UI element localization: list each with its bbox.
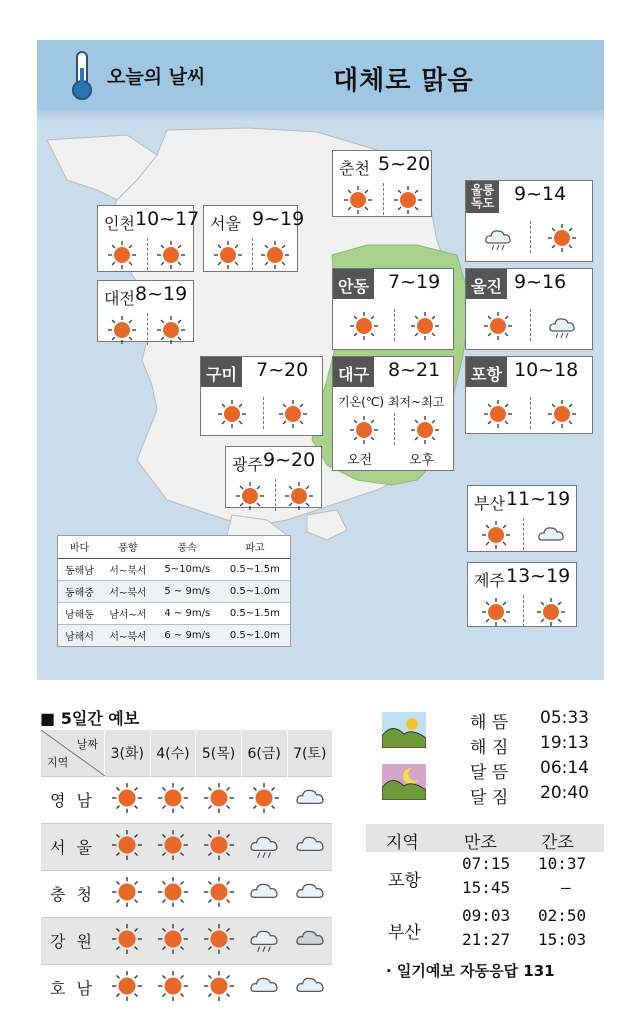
tide-high-time: 15:45 — [462, 878, 511, 897]
city-name: 인천 — [104, 214, 135, 233]
tide-high-time: 21:27 — [462, 930, 511, 949]
forecast-row — [41, 917, 333, 964]
sea-cell: 0.5~1.5m — [229, 563, 280, 575]
city-card-5 — [332, 268, 454, 350]
corner-date-label: 날짜 — [76, 738, 98, 751]
sea-row — [58, 580, 290, 602]
title-overall-condition: 대체로 맑음 — [333, 66, 474, 96]
sun-moon-time: 19:13 — [540, 733, 589, 753]
rain-cloud-icon — [547, 311, 577, 341]
city-name: 서울 — [210, 214, 241, 233]
city-card-4 — [97, 280, 194, 342]
sun-icon — [105, 964, 151, 1011]
sun-moon-label: 해 뜸 — [470, 713, 509, 733]
grey-cloud-icon — [287, 917, 332, 964]
city-temp-range: 9~16 — [514, 271, 567, 293]
sea-cell: 남서~서 — [101, 602, 155, 624]
city-card-7 — [200, 356, 323, 436]
forecast-day-header: 4(수) — [150, 730, 196, 776]
forecast-corner — [41, 730, 105, 776]
forecast-region: 영 남 — [41, 776, 105, 823]
tide-header — [366, 824, 604, 852]
rain-cloud-icon — [241, 823, 287, 870]
weather-map — [37, 40, 604, 680]
sea-cell: 남해동 — [58, 602, 101, 624]
sea-row — [58, 602, 290, 624]
city-temp-range: 7~20 — [256, 359, 309, 381]
sun-icon — [150, 823, 196, 870]
sun-icon — [483, 399, 513, 429]
tide-header-high: 만조 — [464, 833, 497, 853]
sun-icon — [483, 311, 513, 341]
sun-moon-time: 06:14 — [540, 758, 589, 778]
sun-moon-time: 20:40 — [540, 783, 589, 803]
forecast-day-header: 6(금) — [241, 730, 287, 776]
city-card-10 — [225, 446, 322, 508]
cloud-icon — [287, 964, 332, 1011]
sea-cell: 5 ~ 9m/s — [155, 580, 220, 602]
am-pm-divider — [530, 309, 531, 341]
am-pm-divider — [275, 479, 276, 511]
cloud-icon — [287, 823, 332, 870]
title-today-weather: 오늘의 날씨 — [107, 66, 206, 88]
sun-icon — [410, 311, 440, 341]
forecast-region: 호 남 — [41, 964, 105, 1011]
city-name: 제주 — [474, 571, 505, 590]
sun-icon — [105, 870, 151, 917]
am-pm-divider — [523, 518, 524, 550]
city-name-tag: 포항 — [466, 357, 507, 387]
sun-icon — [343, 185, 373, 215]
am-pm-divider — [523, 595, 524, 627]
sea-cell: 동해중 — [58, 580, 101, 602]
sun-icon — [536, 597, 566, 627]
sun-icon — [217, 399, 247, 429]
sun-icon — [107, 240, 137, 270]
sun-icon — [260, 240, 290, 270]
forecast-row — [41, 964, 333, 1011]
sun-icon — [196, 917, 242, 964]
sun-icon — [196, 823, 242, 870]
moonrise-icon — [382, 764, 426, 804]
am-pm-divider — [147, 238, 148, 270]
am-pm-divider — [530, 221, 531, 253]
city-temp-range: 10~17 — [135, 208, 200, 230]
thermometer-icon — [67, 50, 97, 106]
legend-temp-label: 기온(℃) 최저~최고 — [338, 395, 445, 409]
rain-cloud-icon — [483, 223, 513, 253]
sun-icon — [105, 823, 151, 870]
sun-moon-label: 해 짐 — [470, 738, 509, 758]
sun-icon — [156, 315, 186, 345]
sea-cell: 0.5~1.0m — [220, 580, 290, 602]
am-pm-divider — [263, 397, 264, 429]
city-card-12 — [467, 562, 577, 627]
sun-icon — [150, 964, 196, 1011]
sea-header-cell: 바다 — [58, 536, 101, 558]
sun-icon — [105, 776, 151, 823]
tide-low-time: 02:50 — [538, 906, 587, 925]
city-temp-range: 10~18 — [514, 359, 579, 381]
city-name-tag: 구미 — [201, 357, 242, 387]
city-temp-range: 9~14 — [514, 183, 567, 205]
cloud-icon — [241, 964, 287, 1011]
sun-icon — [196, 870, 242, 917]
city-card-8 — [332, 356, 454, 471]
am-pm-divider — [394, 413, 395, 445]
city-name-tag — [466, 181, 499, 213]
city-card-3 — [465, 180, 593, 262]
sun-icon — [235, 481, 265, 511]
am-pm-divider — [530, 397, 531, 429]
tide-header-low: 간조 — [541, 833, 574, 853]
city-name-tag: 안동 — [333, 269, 374, 299]
sun-icon — [196, 776, 242, 823]
sea-header-cell: 풍속 — [155, 536, 220, 558]
sunrise-icon — [382, 712, 426, 752]
forecast-day-header: 7(토) — [287, 730, 332, 776]
sea-cell: 0.5~1.0m — [220, 624, 290, 646]
cloud-icon — [241, 870, 287, 917]
forecast-day-header: 3(화) — [105, 730, 151, 776]
city-temp-range: 13~19 — [506, 565, 571, 587]
legend-pm: 오후 — [409, 453, 435, 468]
sun-icon — [481, 597, 511, 627]
legend-am: 오전 — [347, 453, 373, 468]
city-name: 대전 — [104, 289, 135, 308]
sun-moon-label: 달 짐 — [470, 788, 509, 808]
city-card-6 — [465, 268, 593, 350]
forecast-region: 강 원 — [41, 917, 105, 964]
sea-cell: 6 ~ 9m/s — [155, 624, 220, 646]
city-name-bottom: 독도 — [471, 196, 495, 210]
am-pm-divider — [147, 313, 148, 345]
corner-region-label: 지역 — [47, 755, 69, 769]
tide-region: 포항 — [388, 871, 421, 891]
sea-cell: 5~10m/s — [164, 563, 211, 575]
sun-icon — [213, 240, 243, 270]
sun-icon — [241, 776, 287, 823]
city-temp-range: 8~19 — [135, 283, 188, 305]
sea-cell: 동해남 — [64, 565, 94, 577]
tide-region: 부산 — [388, 923, 421, 943]
sun-icon — [150, 870, 196, 917]
corner-diagonal — [41, 730, 105, 776]
sun-icon — [284, 481, 314, 511]
sun-icon — [393, 185, 423, 215]
city-temp-range: 9~20 — [263, 449, 316, 471]
five-day-forecast-table — [40, 730, 332, 1011]
cloud-icon — [287, 776, 332, 823]
tide-low-time: – — [561, 878, 571, 897]
sea-row — [58, 624, 290, 646]
city-name-tag: 울진 — [466, 269, 507, 299]
sea-row — [58, 558, 290, 580]
tide-high-time: 09:03 — [462, 906, 511, 925]
sun-icon — [481, 520, 511, 550]
city-temp-range: 9~19 — [252, 208, 305, 230]
forecast-row — [41, 870, 333, 917]
city-name: 춘천 — [339, 159, 370, 178]
tide-low-time: 15:03 — [538, 930, 587, 949]
sun-icon — [107, 315, 137, 345]
tide-high-time: 07:15 — [462, 854, 511, 873]
city-name-top: 울릉 — [471, 183, 495, 197]
forecast-title: ■ 5일간 예보 — [40, 709, 140, 728]
forecast-region: 충 청 — [41, 870, 105, 917]
sea-header-cell: 풍향 — [101, 536, 155, 558]
city-temp-range: 5~20 — [378, 153, 431, 175]
am-pm-divider — [252, 238, 253, 270]
city-name: 부산 — [474, 494, 505, 513]
sun-icon — [150, 776, 196, 823]
sea-cell: 서~북서 — [101, 624, 155, 646]
sun-icon — [156, 240, 186, 270]
city-card-11 — [467, 485, 577, 552]
city-temp-range: 11~19 — [506, 488, 571, 510]
city-temp-range: 8~21 — [388, 359, 441, 381]
sun-moon-label: 달 뜸 — [470, 763, 509, 783]
sun-icon — [196, 964, 242, 1011]
forecast-phone-line: · 일기예보 자동응답 131 — [386, 962, 555, 980]
am-pm-divider — [383, 183, 384, 215]
sun-moon-time: 05:33 — [540, 708, 589, 728]
sea-cell: 서~북서 — [109, 565, 147, 577]
sea-conditions-table — [57, 535, 291, 647]
sea-header-cell: 파고 — [220, 536, 290, 558]
cloud-icon — [536, 520, 566, 550]
sun-icon — [150, 917, 196, 964]
forecast-row — [41, 776, 333, 823]
sun-icon — [278, 399, 308, 429]
forecast-region: 서 울 — [41, 823, 105, 870]
sun-icon — [349, 415, 379, 445]
sun-icon — [349, 311, 379, 341]
sun-icon — [105, 917, 151, 964]
sun-icon — [547, 399, 577, 429]
city-card-9 — [465, 356, 593, 434]
tide-low-time: 10:37 — [538, 854, 587, 873]
city-temp-range: 7~19 — [388, 271, 441, 293]
sea-cell: 서~북서 — [101, 580, 155, 602]
sun-icon — [410, 415, 440, 445]
sea-cell: 4 ~ 9m/s — [155, 602, 220, 624]
cloud-icon — [287, 870, 332, 917]
sun-icon — [547, 223, 577, 253]
tide-header-region: 지역 — [386, 833, 419, 853]
forecast-row — [41, 823, 333, 870]
sea-cell: 0.5~1.5m — [220, 602, 290, 624]
city-card-1 — [203, 205, 305, 272]
sea-cell: 남해서 — [58, 624, 101, 646]
rain-cloud-icon — [241, 917, 287, 964]
city-card-0 — [97, 205, 200, 272]
am-pm-divider — [394, 309, 395, 341]
forecast-day-header: 5(목) — [196, 730, 242, 776]
city-name: 광주 — [232, 455, 263, 474]
city-name-tag: 대구 — [333, 357, 374, 387]
city-card-2 — [332, 150, 432, 217]
